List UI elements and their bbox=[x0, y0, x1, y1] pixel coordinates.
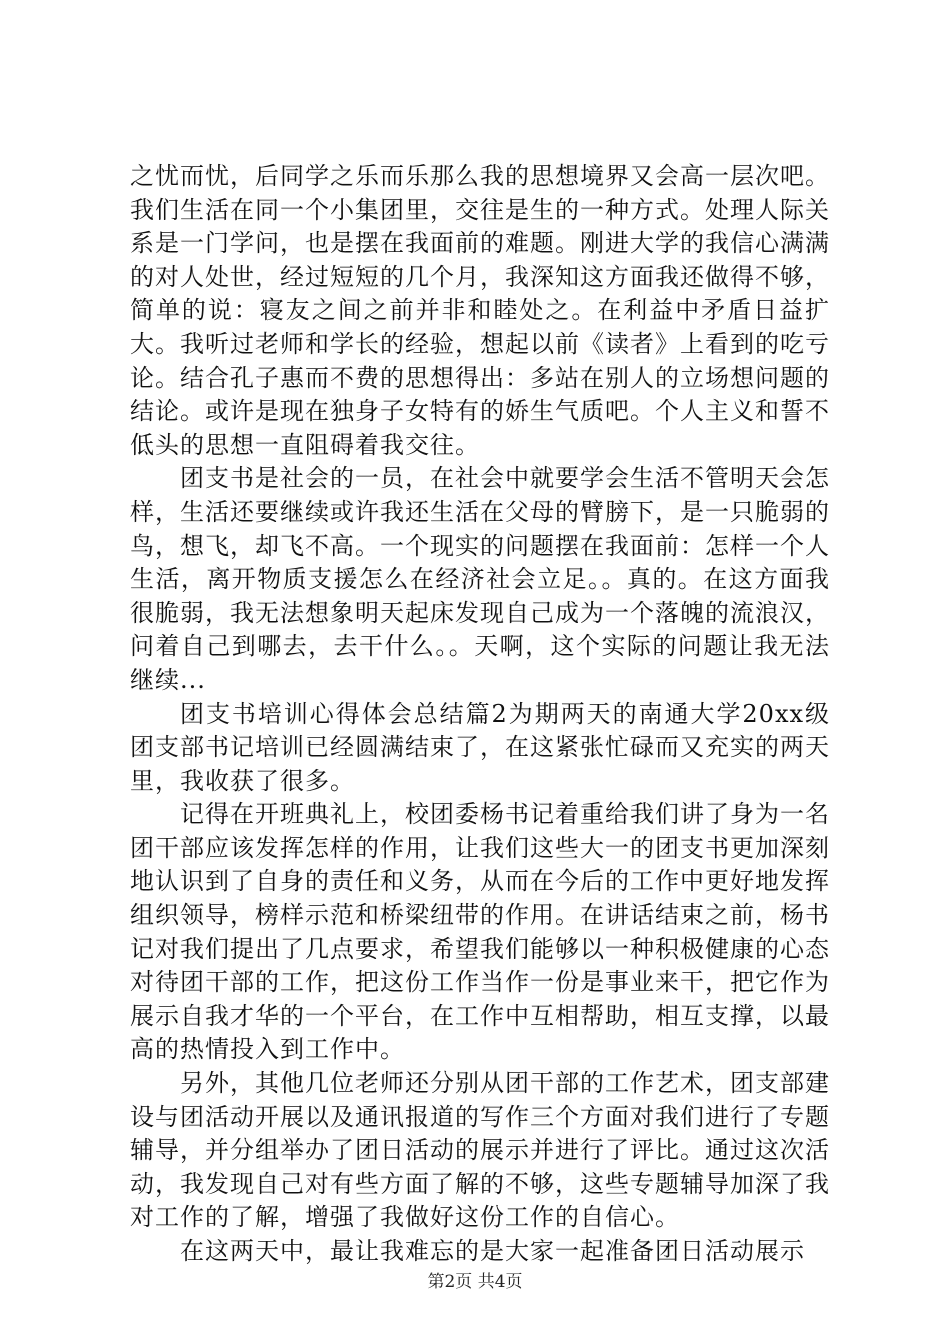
paragraph-3: 团支书培训心得体会总结篇2为期两天的南通大学20xx级团支部书记培训已经圆满结束了，在这紧张忙碌而又充实的两天里，我收获了很多。 bbox=[130, 699, 830, 795]
paragraph-2: 团支书是社会的一员，在社会中就要学会生活不管明天会怎样，生活还要继续或许我还生活在父母的臂膀下，是一只脆弱的鸟，想飞，却飞不高。一个现实的问题摆在我面前：怎样一个人生活，离开物质支援怎么在经济社会立足。。真的。在这方面我很脆弱，我无法想象明天起床发现自己成为一个落魄的流浪汉，问着自己到哪去，去干什么。。天啊，这个实际的问题让我无法继续... bbox=[130, 464, 830, 694]
page-footer: 第2页 共4页 bbox=[427, 1272, 523, 1292]
body-text bbox=[130, 160, 830, 1269]
paragraph-4: 记得在开班典礼上，校团委杨书记着重给我们讲了身为一名团干部应该发挥怎样的作用，让我们这些大一的团支书更加深刻地认识到了自身的责任和义务，从而在今后的工作中更好地发挥组织领导，榜样示范和桥梁纽带的作用。在讲话结束之前，杨书记对我们提出了几点要求，希望我们能够以一种积极健康的心态对待团干部的工作，把这份工作当作一份是事业来干，把它作为展示自我才华的一个平台，在工作中互相帮助，相互支撑，以最高的热情投入到工作中。 bbox=[130, 800, 830, 1064]
paragraph-6: 在这两天中，最让我难忘的是大家一起准备团日活动展示 bbox=[180, 1237, 805, 1265]
paragraph-1: 之忧而忧，后同学之乐而乐那么我的思想境界又会高一层次吧。我们生活在同一个小集团里，交往是生的一种方式。处理人际关系是一门学问，也是摆在我面前的难题。刚进大学的我信心满满的对人处世，经过短短的几个月，我深知这方面我还做得不够，简单的说：寝友之间之前并非和睦处之。在利益中矛盾日益扩大。我听过老师和学长的经验，想起以前《读者》上看到的吃亏论。结合孔子惠而不费的思想得出：多站在别人的立场想问题的结论。或许是现在独身子女特有的娇生气质吧。个人主义和誓不低头的思想一直阻碍着我交往。 bbox=[130, 162, 830, 459]
paragraph-5: 另外，其他几位老师还分别从团干部的工作艺术，团支部建设与团活动开展以及通讯报道的写作三个方面对我们进行了专题辅导，并分组举办了团日活动的展示并进行了评比。通过这次活动，我发现自己对有些方面了解的不够，这些专题辅导加深了我对工作的了解，增强了我做好这份工作的自信心。 bbox=[130, 1069, 830, 1232]
